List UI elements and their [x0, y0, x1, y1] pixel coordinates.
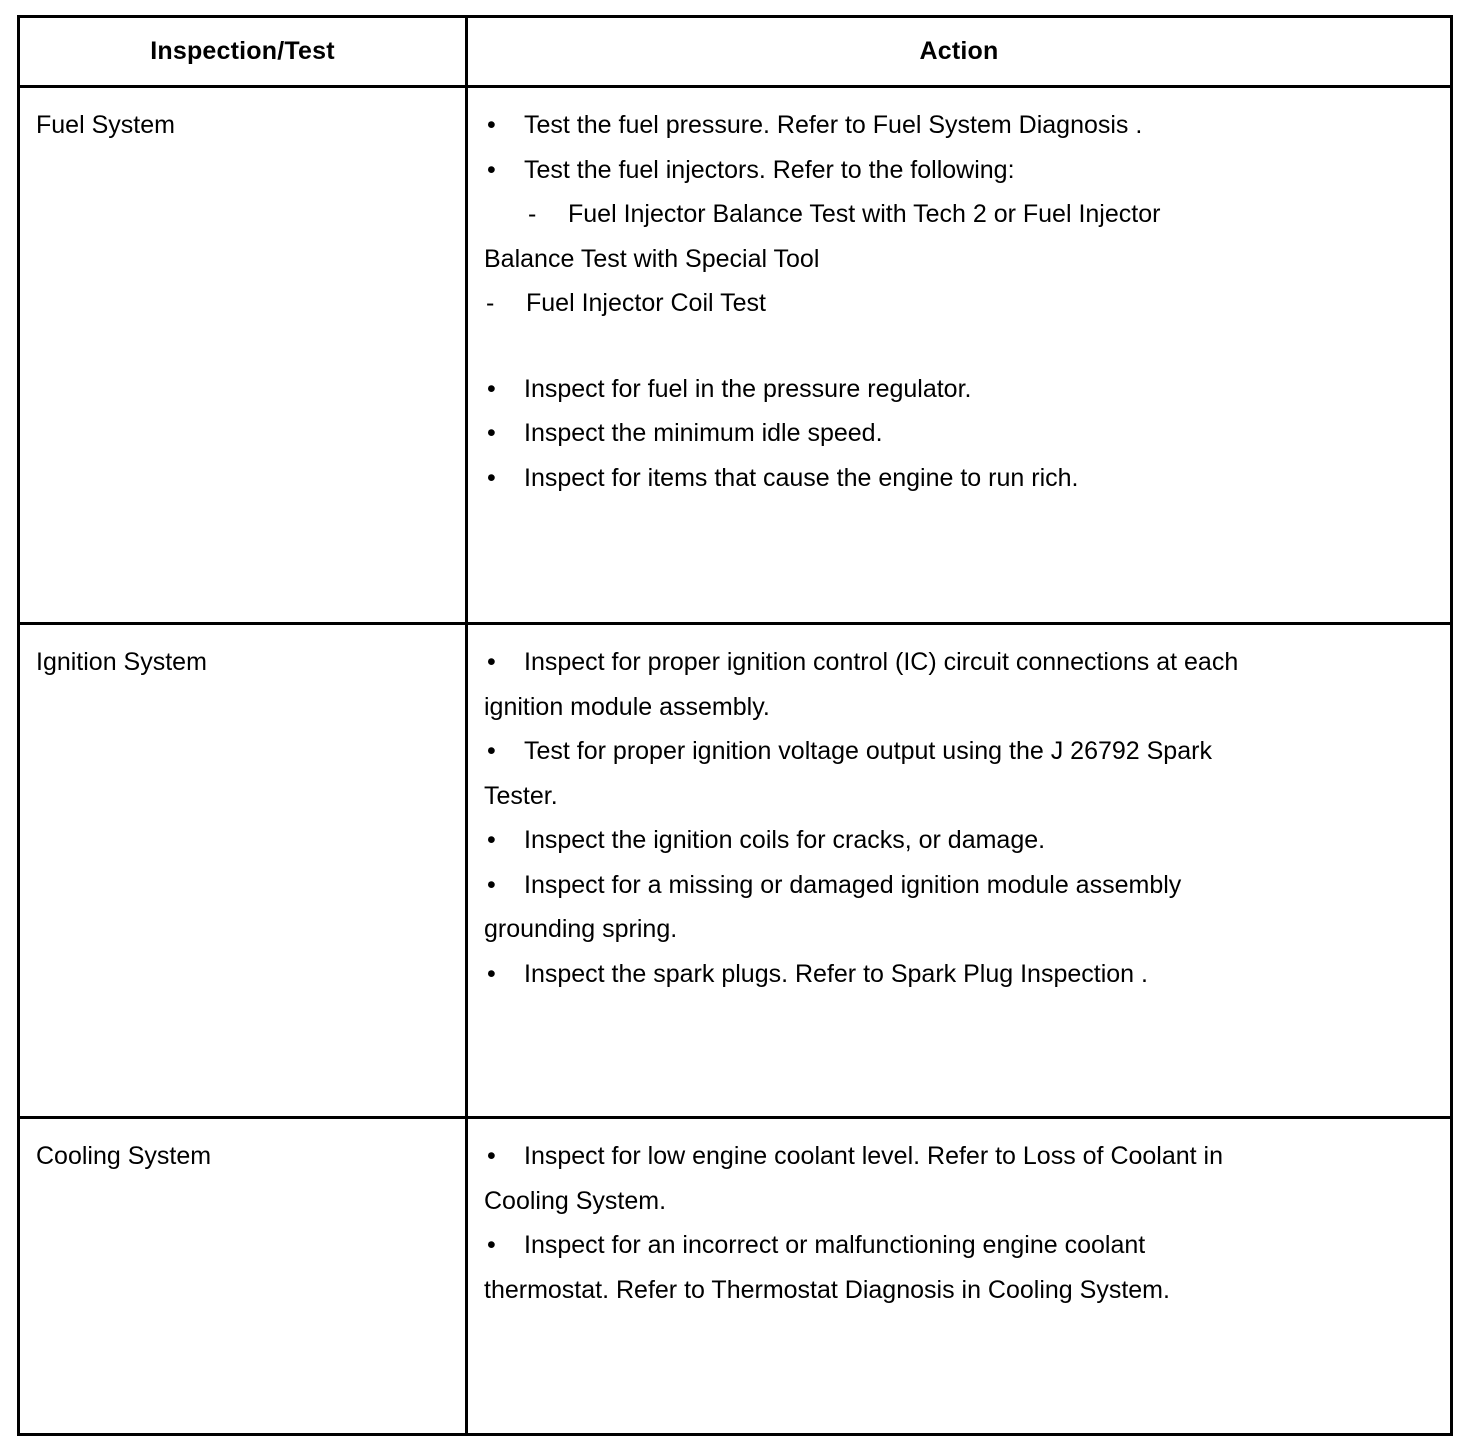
action-text: Inspect for low engine coolant level. Refer to Loss of Coolant in [524, 1142, 1224, 1170]
bullet-marker: • [487, 1231, 496, 1259]
action-text: thermostat. Refer to Thermostat Diagnosis in Cooling System. [484, 1275, 1170, 1304]
bullet-marker: • [487, 155, 496, 184]
action-line [484, 148, 1440, 193]
action-text: Inspect for proper ignition control (IC) circuit connections at each [524, 648, 1239, 676]
action-continuation-line [484, 685, 1440, 730]
table-row-ignition-system [19, 624, 1452, 1118]
dash-marker: - [528, 200, 537, 228]
bullet-marker: • [487, 374, 496, 403]
action-text: Inspect for an incorrect or malfunctioning engine coolant [524, 1231, 1146, 1259]
inspection-cell-ignition-system: Ignition System [19, 624, 467, 1118]
action-line [484, 411, 1440, 456]
action-continuation-line [484, 907, 1440, 952]
action-continuation-line [484, 237, 1440, 282]
spacer [484, 326, 1440, 367]
action-continuation-line [484, 1268, 1440, 1313]
action-text: Test the fuel pressure. Refer to Fuel System Diagnosis . [524, 111, 1143, 139]
action-continuation-line [484, 774, 1440, 819]
action-cell-ignition-system [467, 624, 1452, 1118]
action-text: Tester. [484, 781, 558, 810]
bullet-marker: • [487, 463, 496, 492]
bullet-marker: • [487, 1142, 496, 1170]
action-line [484, 456, 1440, 501]
action-text: Fuel Injector Coil Test [526, 289, 766, 317]
dash-marker: - [486, 289, 495, 317]
action-subline [484, 192, 1440, 237]
action-line [484, 1134, 1440, 1179]
inspection-cell-fuel-system: Fuel System [19, 87, 467, 624]
action-line [484, 729, 1440, 774]
header-inspection-test: Inspection/Test [19, 17, 467, 87]
action-line [484, 640, 1440, 685]
action-text: Inspect for items that cause the engine to run rich. [524, 463, 1079, 492]
action-text: Inspect the minimum idle speed. [524, 419, 883, 447]
action-text: ignition module assembly. [484, 692, 770, 721]
action-line [484, 367, 1440, 412]
bullet-marker: • [487, 737, 496, 765]
action-text: Inspect the spark plugs. Refer to Spark Plug Inspection . [524, 959, 1148, 988]
inspection-table [17, 15, 1453, 1436]
header-row [19, 17, 1452, 87]
action-text: Cooling System. [484, 1186, 667, 1215]
action-text: Test the fuel injectors. Refer to the following: [524, 155, 1015, 184]
bullet-marker: • [487, 419, 496, 447]
action-text: Inspect the ignition coils for cracks, or damage. [524, 826, 1046, 854]
action-subline [484, 281, 1440, 326]
bullet-marker: • [487, 826, 496, 854]
action-text: Balance Test with Special Tool [484, 244, 820, 273]
action-cell-cooling-system [467, 1118, 1452, 1435]
bullet-marker: • [487, 870, 496, 899]
action-line [484, 1223, 1440, 1268]
action-cell-fuel-system [467, 87, 1452, 624]
action-text: Fuel Injector Balance Test with Tech 2 or Fuel Injector [568, 200, 1161, 228]
bullet-marker: • [487, 111, 496, 139]
action-line [484, 952, 1440, 997]
action-text: Inspect for fuel in the pressure regulator. [524, 374, 972, 403]
action-text: Inspect for a missing or damaged ignition module assembly [524, 870, 1182, 899]
action-line [484, 818, 1440, 863]
action-line [484, 863, 1440, 908]
table-row-cooling-system [19, 1118, 1452, 1435]
bullet-marker: • [487, 648, 496, 676]
action-text: Test for proper ignition voltage output using the J 26792 Spark [524, 737, 1212, 765]
header-action: Action [467, 17, 1452, 87]
action-continuation-line [484, 1179, 1440, 1224]
inspection-cell-cooling-system: Cooling System [19, 1118, 467, 1435]
action-text: grounding spring. [484, 915, 678, 943]
action-line [484, 103, 1440, 148]
table-row-fuel-system [19, 87, 1452, 624]
bullet-marker: • [487, 959, 496, 988]
